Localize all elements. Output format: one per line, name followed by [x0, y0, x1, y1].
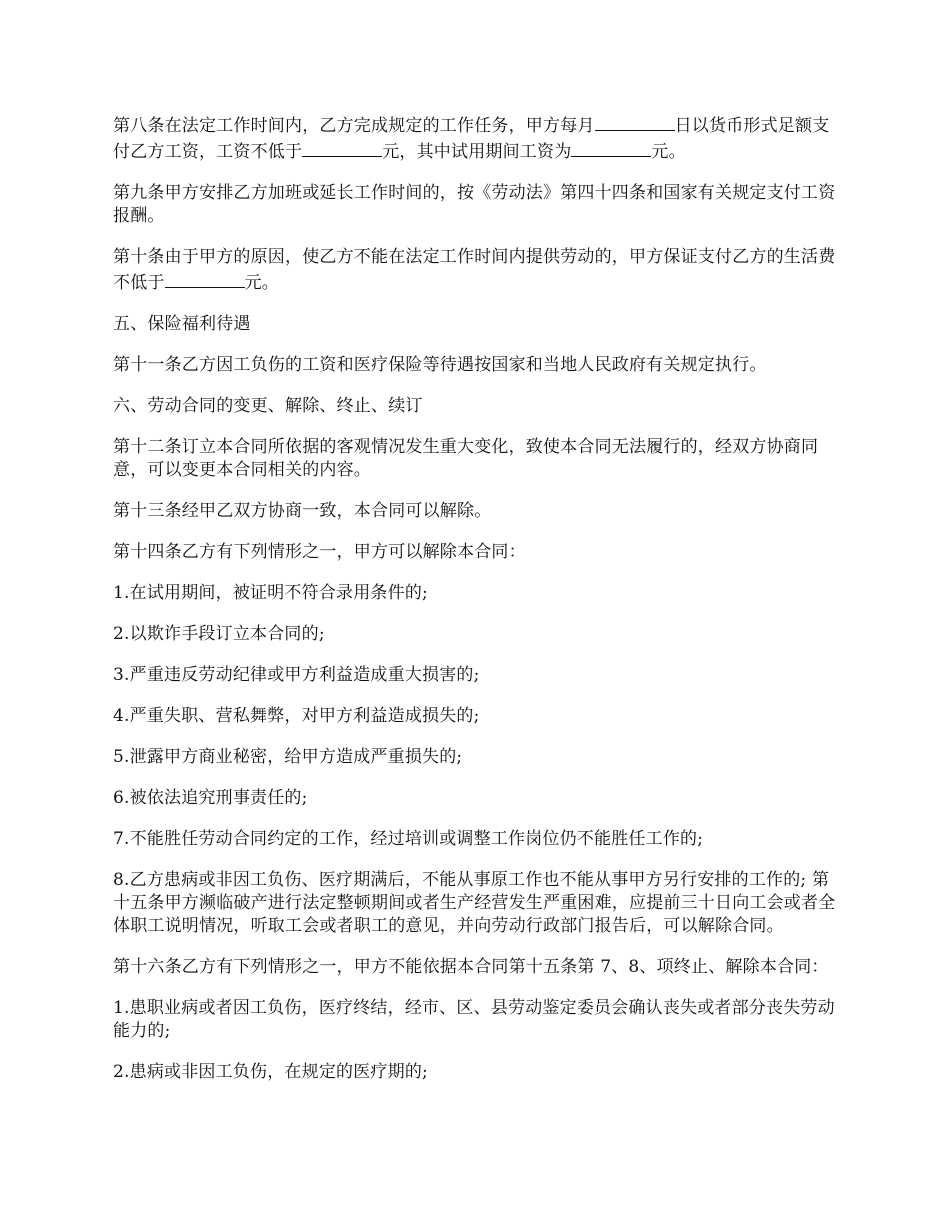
minimum-wage-blank — [302, 138, 382, 157]
living-expense-blank — [165, 269, 245, 288]
clause-11: 第十一条乙方因工负伤的工资和医疗保险等待遇按国家和当地人民政府有关规定执行。 — [113, 355, 767, 375]
clause-8-text-2: 日以货币形式足额支付乙方工资，工资不低于 — [113, 116, 830, 162]
clause-14-item-1: 1.在试用期间，被证明不符合录用条件的; — [113, 583, 428, 603]
clause-16-item-2: 2.患病或非因工负伤，在规定的医疗期的; — [113, 1062, 428, 1082]
clause-8-text-4: 元。 — [651, 142, 686, 162]
clause-14-item-7: 7.不能胜任劳动合同约定的工作，经过培训或调整工作岗位仍不能胜任工作的; — [113, 829, 704, 849]
clause-14-item-3: 3.严重违反劳动纪律或甲方利益造成重大损害的; — [113, 665, 480, 685]
clause-16-item-1: 1.患职业病或者因工负伤，医疗终结，经市、区、县劳动鉴定委员会确认丧失或者部分丧失劳动能力的; — [113, 998, 835, 1041]
clause-8-text-1: 第八条在法定工作时间内，乙方完成规定的工作任务，甲方每月 — [113, 116, 595, 136]
clause-10 — [113, 246, 839, 295]
clause-14-item-4: 4.严重失职、营私舞弊，对甲方利益造成损失的; — [113, 706, 480, 726]
clause-14: 第十四条乙方有下列情形之一，甲方可以解除本合同： — [113, 542, 526, 562]
clause-14-item-8: 8.乙方患病或非因工负伤、医疗期满后，不能从事原工作也不能从事甲方另行安排的工作的; 第十五条甲方濒临破产进行法定整顿期间或者生产经营发生严重困难，应提前三十日向工会或者全体职工说明情况，听取工会或者职工的意见，并向劳动行政部门报告后，可以解除合同。 — [113, 870, 836, 936]
clause-10-text-1: 第十条由于甲方的原因，使乙方不能在法定工作时间内提供劳动的，甲方保证支付乙方的生活费不低于 — [113, 247, 836, 293]
payday-blank — [595, 112, 675, 131]
clause-8-text-3: 元，其中试用期间工资为 — [382, 142, 572, 162]
document-page — [113, 112, 839, 1102]
clause-14-item-5: 5.泄露甲方商业秘密，给甲方造成严重损失的; — [113, 747, 463, 767]
section-heading-5: 五、保险福利待遇 — [113, 314, 251, 334]
clause-14-item-2: 2.以欺诈手段订立本合同的; — [113, 624, 325, 644]
clause-9: 第九条甲方安排乙方加班或延长工作时间的，按《劳动法》第四十四条和国家有关规定支付工资报酬。 — [113, 183, 836, 226]
clause-12: 第十二条订立本合同所依据的客观情况发生重大变化，致使本合同无法履行的，经双方协商同意，可以变更本合同相关的内容。 — [113, 437, 819, 480]
clause-16: 第十六条乙方有下列情形之一，甲方不能依据本合同第十五条第 7、8、项终止、解除本合同： — [113, 957, 829, 977]
clause-8 — [113, 112, 839, 164]
clause-10-text-2: 元。 — [244, 273, 280, 293]
clause-14-item-6: 6.被依法追究刑事责任的; — [113, 788, 308, 808]
clause-13: 第十三条经甲乙双方协商一致，本合同可以解除。 — [113, 501, 492, 521]
section-heading-6: 六、劳动合同的变更、解除、终止、续订 — [113, 396, 423, 416]
probation-wage-blank — [571, 138, 651, 157]
